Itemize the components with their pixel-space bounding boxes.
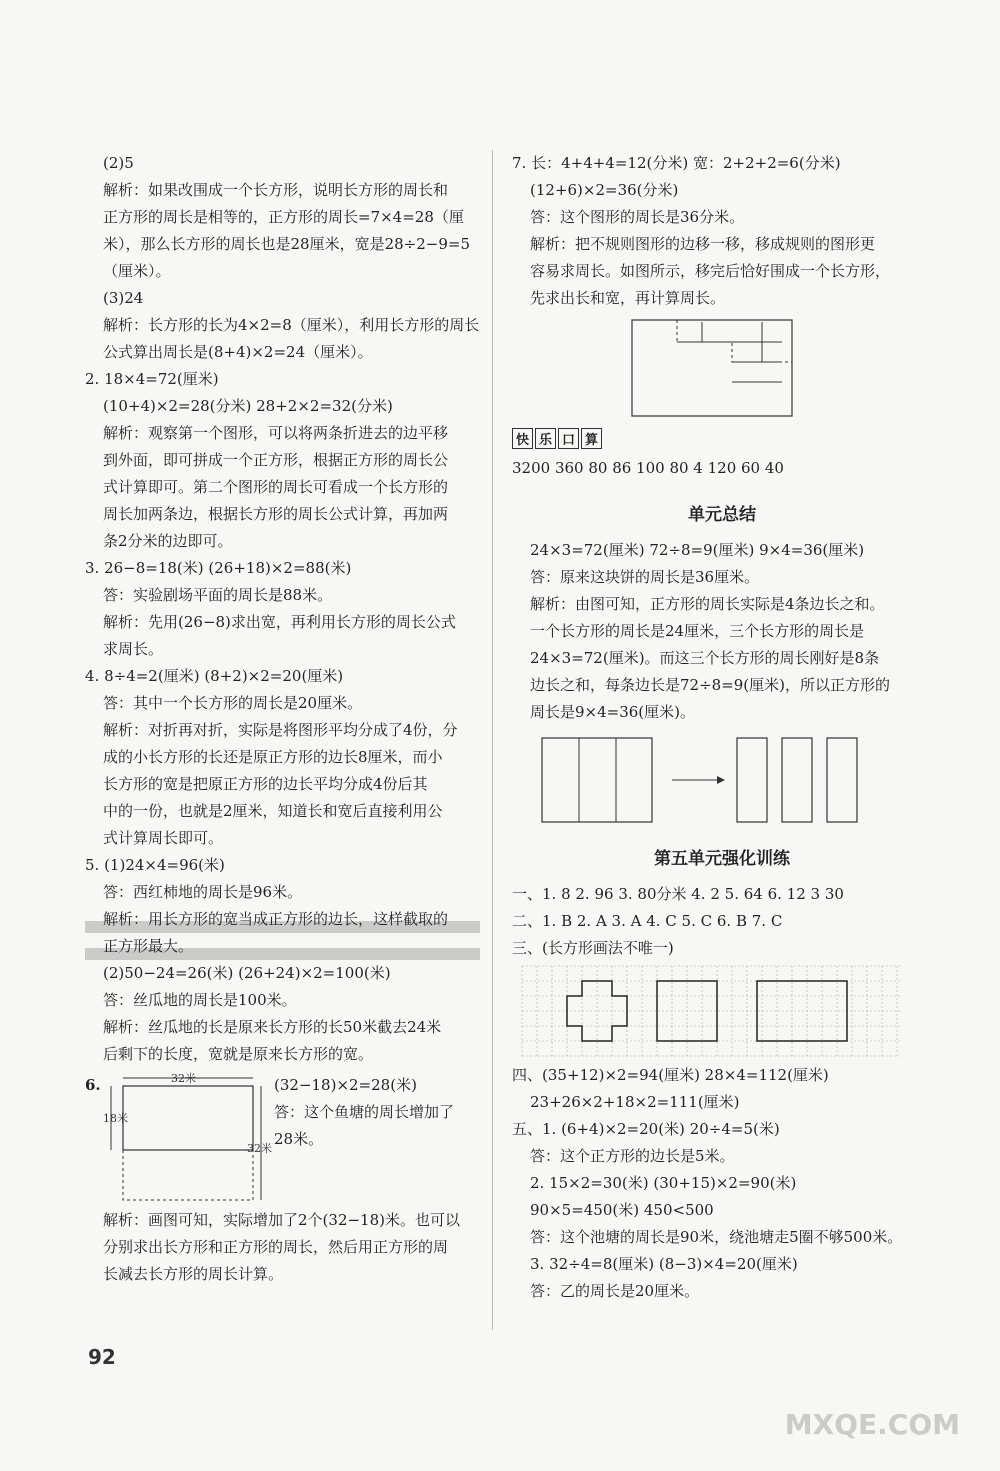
text-line: 周长加两条边，根据长方形的周长公式计算，再加两 — [103, 505, 449, 523]
text-line: 答：乙的周长是20厘米。 — [530, 1282, 700, 1300]
right-top-lines — [512, 150, 932, 312]
text-line: 长减去长方形的周长计算。 — [103, 1265, 284, 1283]
text-line: 解析：画图可知，实际增加了2个(32−18)米。也可以 — [103, 1211, 460, 1229]
text-line: 先求出长和宽，再计算周长。 — [530, 289, 726, 307]
left-tail — [85, 1207, 480, 1288]
q6-calc: (32−18)×2=28(米) — [274, 1076, 417, 1094]
kl-char-3: 口 — [558, 428, 579, 449]
text-line: 一、1. 8 2. 96 3. 80分米 4. 2 5. 64 6. 12 3 30 — [512, 885, 844, 903]
text-line: 2. 15×2=30(米) (30+15)×2=90(米) — [530, 1174, 797, 1192]
text-line: (2)50−24=26(米) (26+24)×2=100(米) — [103, 964, 391, 982]
text-line: 答：西红柿地的周长是96米。 — [103, 883, 303, 901]
unit-summary-title: 单元总结 — [688, 505, 756, 525]
grid-figure — [512, 962, 907, 1062]
text-line: 答：这个正方形的边长是5米。 — [530, 1147, 735, 1165]
text-line: （厘米）。 — [103, 262, 171, 280]
text-line: 解析：丝瓜地的长是原来长方形的长50米截去24米 — [103, 1018, 442, 1036]
unit5-part-b — [512, 1062, 932, 1305]
q6-right-label: 32米 — [247, 1142, 272, 1155]
text-line: 答：丝瓜地的周长是100米。 — [103, 991, 297, 1009]
text-line: 正方形最大。 — [85, 933, 480, 960]
text-line: 后剩下的长度，宽就是原来长方形的宽。 — [103, 1045, 374, 1063]
text-line: (3)24 — [103, 289, 144, 307]
text-line: 3. 32÷4=8(厘米) (8−3)×4=20(厘米) — [530, 1255, 798, 1273]
text-line: 解析：对折再对折，实际是将图形平均分成了4份，分 — [103, 721, 458, 739]
q6-top-label: 32米 — [171, 1072, 196, 1085]
text-line: (10+4)×2=28(分米) 28+2×2=32(分米) — [103, 397, 393, 415]
q6-block — [85, 1072, 480, 1207]
q6-left-label: 18米 — [103, 1112, 128, 1125]
text-line: 23+26×2+18×2=111(厘米) — [530, 1093, 740, 1111]
text-line: 周长是9×4=36(厘米)。 — [530, 703, 696, 721]
text-line: 中的一份，也就是2厘米，知道长和宽后直接利用公 — [103, 802, 443, 820]
text-line: 公式算出周长是(8+4)×2=24（厘米）。 — [103, 343, 373, 361]
text-line: 90×5=450(米) 450<500 — [530, 1201, 714, 1219]
text-line: 正方形的周长是相等的，正方形的周长=7×4=28（厘 — [103, 208, 464, 226]
unit5-title: 第五单元强化训练 — [654, 849, 790, 869]
watermark: MXQE.COM — [784, 1408, 960, 1441]
text-line: 解析：把不规则图形的边移一移，移成规则的图形更 — [530, 235, 876, 253]
text-line: 求周长。 — [103, 640, 164, 658]
text-line: 米），那么长方形的周长也是28厘米，宽是28÷2−9=5 — [103, 235, 471, 253]
text-line: 24×3=72(厘米) 72÷8=9(厘米) 9×4=36(厘米) — [530, 541, 865, 559]
text-line: 条2分米的边即可。 — [103, 532, 233, 550]
text-line: 5. (1)24×4=96(米) — [85, 856, 225, 874]
text-line: 解析：用长方形的宽当成正方形的边长，这样截取的 — [85, 906, 480, 933]
kl-char-4: 算 — [581, 428, 602, 449]
kuaile-kousuan-label — [512, 428, 602, 449]
text-line: 3. 26−8=18(米) (26+18)×2=88(米) — [85, 559, 352, 577]
text-line: 成的小长方形的长还是原正方形的边长8厘米，而小 — [103, 748, 443, 766]
q6-answer — [274, 1072, 454, 1153]
text-line: 24×3=72(厘米)。而这三个长方形的周长刚好是8条 — [530, 649, 880, 667]
unit5-part-a — [512, 881, 932, 962]
text-line: 四、(35+12)×2=94(厘米) 28×4=112(厘米) — [512, 1066, 829, 1084]
text-line: 二、1. B 2. A 3. A 4. C 5. C 6. B 7. C — [512, 912, 783, 930]
q6-figure — [103, 1072, 272, 1207]
right-column — [512, 150, 932, 1305]
q6-ans: 答：这个鱼塘的周长增加了 — [274, 1103, 455, 1121]
summary-figure — [512, 734, 892, 826]
text-line: 答：原来这块饼的周长是36厘米。 — [530, 568, 760, 586]
column-divider — [492, 150, 493, 1330]
text-line: 解析：如果改围成一个长方形，说明长方形的周长和 — [103, 181, 449, 199]
left-lines — [85, 150, 480, 1068]
text-line: 分别求出长方形和正方形的周长，然后用正方形的周 — [103, 1238, 449, 1256]
text-line: (2)5 — [103, 154, 134, 172]
text-line: 答：其中一个长方形的周长是20厘米。 — [103, 694, 363, 712]
text-line: 式计算周长即可。 — [103, 829, 224, 847]
text-line: 解析：先用(26−8)求出宽，再利用长方形的周长公式 — [103, 613, 456, 631]
page-number: 92 — [88, 1345, 116, 1369]
left-column — [85, 150, 480, 1288]
text-line: 式计算即可。第二个图形的周长可看成一个长方形的 — [103, 478, 449, 496]
kuaile-answers: 3200 360 80 86 100 80 4 120 60 40 — [512, 459, 784, 477]
text-line: 答：这个池塘的周长是90米，绕池塘走5圈不够500米。 — [530, 1228, 903, 1246]
text-line: (12+6)×2=36(分米) — [530, 181, 679, 199]
text-line: 一个长方形的周长是24厘米，三个长方形的周长是 — [530, 622, 865, 640]
text-line: 答：这个图形的周长是36分米。 — [530, 208, 745, 226]
text-line: 答：实验剧场平面的周长是88米。 — [103, 586, 333, 604]
text-line: 五、1. (6+4)×2=20(米) 20÷4=5(米) — [512, 1120, 780, 1138]
text-line: 容易求周长。如图所示，移完后恰好围成一个长方形， — [530, 262, 891, 280]
q6-ans2: 28米。 — [274, 1130, 324, 1148]
kl-char-1: 快 — [512, 428, 533, 449]
text-line: 2. 18×4=72(厘米) — [85, 370, 219, 388]
text-line: 三、(长方形画法不唯一) — [512, 939, 674, 957]
text-line: 解析：长方形的长为4×2=8（厘米），利用长方形的周长 — [103, 316, 480, 334]
text-line: 到外面，即可拼成一个正方形，根据正方形的周长公 — [103, 451, 449, 469]
kl-char-2: 乐 — [535, 428, 556, 449]
text-line: 4. 8÷4=2(厘米) (8+2)×2=20(厘米) — [85, 667, 344, 685]
text-line: 边长之和，每条边长是72÷8=9(厘米)，所以正方形的 — [530, 676, 891, 694]
text-line: 长方形的宽是把原正方形的边长平均分成4份后其 — [103, 775, 428, 793]
text-line: 解析：由图可知，正方形的周长实际是4条边长之和。 — [530, 595, 885, 613]
q7-figure — [622, 312, 822, 422]
q6-number: 6. — [85, 1076, 101, 1094]
unit-summary-lines — [512, 537, 932, 726]
text-line: 7. 长：4+4+4=12(分米) 宽：2+2+2=6(分米) — [512, 154, 841, 172]
text-line: 解析：观察第一个图形，可以将两条折进去的边平移 — [103, 424, 449, 442]
